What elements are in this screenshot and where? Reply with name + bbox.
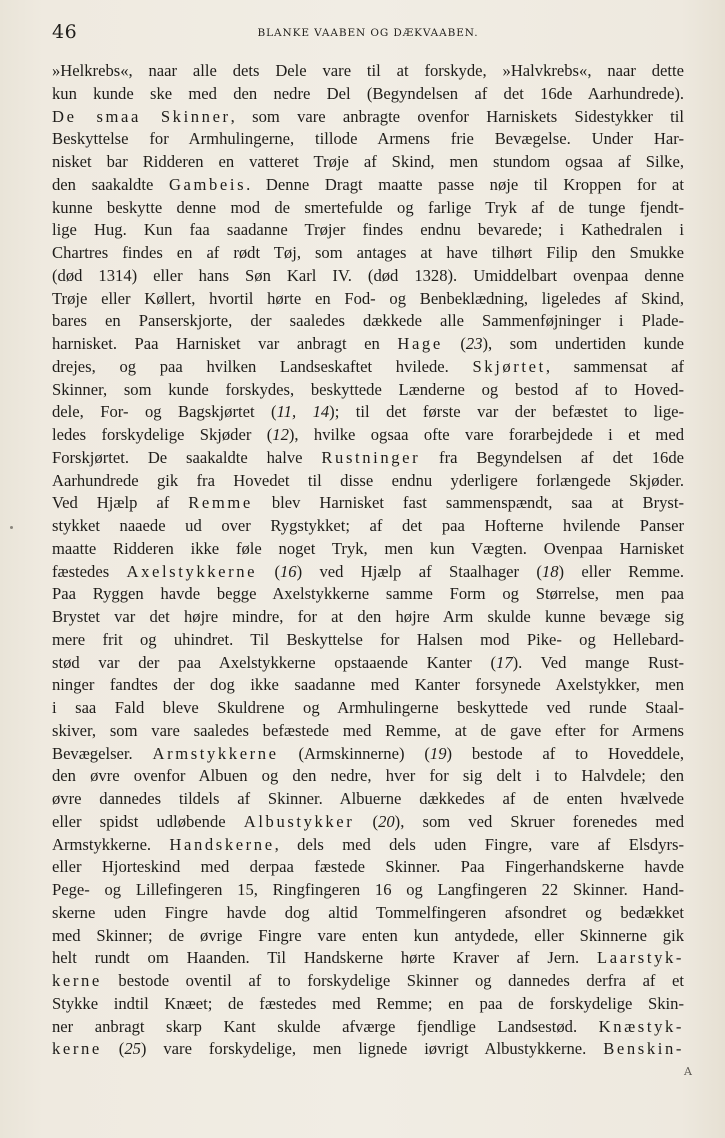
text-run: nisket bar Ridderen en vatteret Trøje af Skind, men stundom ogsaa af Silke, [52, 152, 684, 171]
text-run: Chartres findes en af rødt Tøj, som antages at have tilhørt Filip den Smukke [52, 243, 684, 262]
text-line [52, 606, 684, 629]
figure-reference: 16 [279, 561, 297, 581]
spaced-term: Handskerne [169, 834, 275, 854]
figure-reference: 11, 14 [276, 402, 330, 422]
text-run: Bevægelser. [52, 743, 153, 763]
figure-reference: 19 [429, 743, 447, 763]
spaced-term: Laarstyk- [597, 948, 684, 968]
text-line [52, 629, 684, 652]
text-run: mere frit og uhindret. Til Beskyttelse for Halsen mod Pike- og Hellebard- [52, 629, 684, 649]
text-run: ner anbragt skarp Kant skulde afværge fjendlige Landsestød. [52, 1016, 599, 1036]
text-line [52, 788, 684, 811]
text-line [52, 401, 684, 424]
text-run: Brystet var det højre mindre, for at den højre Arm skulde kunne bevæge sig [52, 607, 684, 626]
text-run: eller spidst udløbende [52, 811, 244, 831]
text-line [52, 811, 684, 834]
text-line [52, 720, 684, 743]
spaced-term: Gambeis [168, 174, 247, 194]
text-run: (død 1314) eller hans Søn Karl IV. (død 1328). Umiddelbart ovenpaa denne [52, 265, 684, 285]
text-run: , som vare anbragte ovenfor Harniskets Sidestykker til [230, 106, 684, 126]
text-line [52, 834, 684, 857]
spaced-term: Albustykker [243, 811, 355, 831]
text-run: ledes forskydelige Skjøder ( [52, 425, 273, 444]
text-run: (Armskinnerne) ( [278, 743, 430, 763]
text-run: lige Hug. Kun faa saadanne Trøjer findes endnu bevarede; i Kathedralen i [52, 220, 684, 240]
spaced-term: Armstykkerne [152, 743, 279, 763]
text-run: . Denne Dragt maatte passe nøje til Kroppen for at [246, 174, 684, 194]
figure-reference: 20 [378, 811, 395, 831]
page-header [52, 21, 684, 43]
text-run: helt rundt om Haanden. Til Handskerne hørte Kraver af Jern. [52, 948, 598, 968]
running-title: BLANKE VAABEN OG DÆKVAABEN. [257, 27, 479, 39]
text-run: ( [442, 334, 466, 353]
text-line [52, 743, 684, 766]
text-run: harnisket. Paa Harnisket var anbragt en [52, 334, 398, 353]
text-line [52, 151, 684, 174]
text-run: ) ved Hjælp af Staalhager ( [296, 561, 542, 581]
spaced-term: Remme [188, 493, 253, 513]
spaced-term: Benskin- [603, 1039, 684, 1059]
page-number: 46 [52, 21, 78, 43]
text-line [52, 242, 684, 265]
text-run: Stykke indtil Knæet; de fæstedes med Remme; en paa de forskydelige Skin- [52, 993, 684, 1013]
text-run: Beskyttelse for Armhulingerne, tillode Armens frie Bevægelse. Under Har- [52, 129, 684, 149]
text-line [52, 925, 684, 948]
text-run: ); til det første var der befæstet to lige- [329, 402, 684, 422]
text-run: dele, For- og Bagskjørtet ( [52, 402, 277, 422]
text-run: bestode oventil af to forskydelige Skinner og dannedes derfra af et [101, 971, 684, 990]
figure-reference: 23 [465, 334, 483, 353]
text-line [52, 174, 684, 197]
text-line [52, 333, 684, 356]
spaced-term: Rustninger [321, 447, 421, 467]
text-line [52, 561, 684, 584]
footer-mark: A [684, 1065, 692, 1078]
text-run: ninger fandtes der dog ikke saadanne med Kanter forsynede Axelstykker, men [52, 675, 684, 695]
figure-reference: 12 [272, 425, 289, 444]
text-line [52, 83, 684, 106]
text-run: skiver, som vare saaledes befæstede med Remme, at de gave efter for Armens [52, 720, 684, 740]
text-line [52, 106, 684, 129]
text-run: »Helkrebs«, naar alle dets Dele vare til at forskyde, »Halvkrebs«, naar dette [52, 61, 684, 80]
spaced-term: Hage [397, 334, 443, 353]
text-run: , sammensat af [545, 356, 684, 376]
spaced-term: Axelstykkerne [126, 561, 258, 581]
text-line [52, 492, 684, 515]
text-run: øvre dannedes tildels af Skinner. Albuerne dækkedes af de enten hvælvede [52, 789, 684, 808]
text-line [52, 970, 684, 993]
text-line [52, 947, 684, 970]
spaced-term: De smaa Skinner [52, 106, 231, 126]
text-line [52, 765, 684, 788]
spaced-term: kerne [52, 971, 102, 990]
text-run: bares en Panserskjorte, der saaledes dækkede alle Sammenføjninger i Plade- [52, 311, 684, 331]
text-run: stød var der paa Axelstykkerne opstaaende Kanter ( [52, 652, 497, 672]
text-line [52, 1038, 684, 1061]
text-line [52, 652, 684, 675]
text-run: Skinner, som kunde forskydes, beskyttede Lænderne og bestod af to Hoved- [52, 379, 684, 399]
text-line [52, 674, 684, 697]
text-line [52, 265, 684, 288]
text-run: ) vare forskydelige, men lignede iøvrigt Albustykkerne. [140, 1039, 604, 1059]
print-speck [10, 526, 13, 529]
text-line [52, 879, 684, 902]
text-line [52, 310, 684, 333]
text-run: Pege- og Lillefingeren 15, Ringfingeren 16 og Langfingeren 22 Skinner. Hand- [52, 880, 684, 899]
text-run: ), som undertiden kunde [482, 334, 684, 353]
text-line [52, 697, 684, 720]
figure-reference: 25 [124, 1039, 141, 1059]
text-line [52, 902, 684, 925]
text-run: ) bestode af to Hoveddele, [446, 743, 684, 763]
text-run: Armstykkerne. [52, 834, 170, 854]
text-line [52, 288, 684, 311]
text-line [52, 356, 684, 379]
text-run: med Skinner; de øvrige Fingre vare enten kun antydede, eller Skinnerne gik [52, 925, 684, 945]
text-run: Aarhundrede gik fra Hovedet til disse endnu yderligere forlængede Skjøder. [52, 470, 684, 490]
text-run: kunne beskytte denne mod de smertefulde og farlige Tryk af de tunge fjendt- [52, 197, 684, 217]
text-run: maatte Ridderen ikke føle noget Tryk, men kun Vægten. Ovenpaa Harnisket [52, 538, 684, 558]
text-run: den saakaldte [52, 174, 169, 194]
text-line [52, 856, 684, 879]
text-line [52, 538, 684, 561]
text-run: , dels med dels uden Fingre, vare af Elsdyrs- [274, 834, 684, 854]
text-run: Ved Hjælp af [52, 493, 189, 513]
text-run: ), hvilke ogsaa ofte vare forarbejdede i et med [288, 425, 684, 444]
text-run: den øvre ovenfor Albuen og den nedre, hver for sig delt i to Halvdele; den [52, 766, 684, 786]
text-line [52, 470, 684, 493]
spaced-term: Knæstyk- [598, 1016, 684, 1036]
text-run: fra Begyndelsen af det 16de [420, 447, 684, 467]
text-line [52, 128, 684, 151]
text-run: Forskjørtet. De saakaldte halve [52, 447, 322, 467]
figure-reference: 18 [541, 561, 559, 581]
text-run: ), som ved Skruer forenedes med [394, 811, 684, 831]
text-line [52, 583, 684, 606]
text-line [52, 447, 684, 470]
text-run: ) eller Remme. [558, 561, 684, 581]
text-run: stykket naaede ud over Rygstykket; af det paa Hofterne hvilende Panser [52, 516, 684, 535]
text-line [52, 993, 684, 1016]
text-run: eller Hjorteskind med derpaa fæstede Skinner. Paa Fingerhandskerne havde [52, 857, 684, 877]
text-line [52, 197, 684, 220]
text-run: skerne uden Fingre havde dog altid Tommelfingeren afsondret og bedækket [52, 902, 684, 922]
text-run: drejes, og paa hvilken Landseskaftet hvilede. [52, 356, 473, 376]
text-run: kun kunde ske med den nedre Del (Begyndelsen af det 16de Aarhundrede). [52, 83, 684, 103]
text-run: blev Harnisket fast sammenspændt, saa at Bryst- [252, 493, 684, 513]
text-line [52, 424, 684, 447]
text-run: ( [354, 811, 379, 831]
text-run: ). Ved mange Rust- [512, 652, 684, 672]
spaced-term: Skjørtet [472, 356, 546, 376]
text-run: ( [257, 561, 280, 581]
spaced-term: kerne [52, 1039, 102, 1059]
text-run: Trøje eller Køllert, hvortil hørte en Fod- og Benbeklædning, ligeledes af Skind, [52, 288, 684, 308]
body-text [52, 60, 684, 1061]
text-run: Paa Ryggen havde begge Axelstykkerne samme Form og Størrelse, men paa [52, 584, 684, 604]
text-line [52, 219, 684, 242]
text-run: ( [101, 1039, 125, 1059]
figure-reference: 17 [496, 652, 513, 672]
text-run: i saa Fald bleve Skuldrene og Armhulingerne beskyttede ved runde Staal- [52, 698, 684, 717]
text-line [52, 515, 684, 538]
text-line [52, 379, 684, 402]
text-line [52, 1016, 684, 1039]
text-line [52, 60, 684, 83]
text-run: fæstedes [52, 561, 127, 581]
